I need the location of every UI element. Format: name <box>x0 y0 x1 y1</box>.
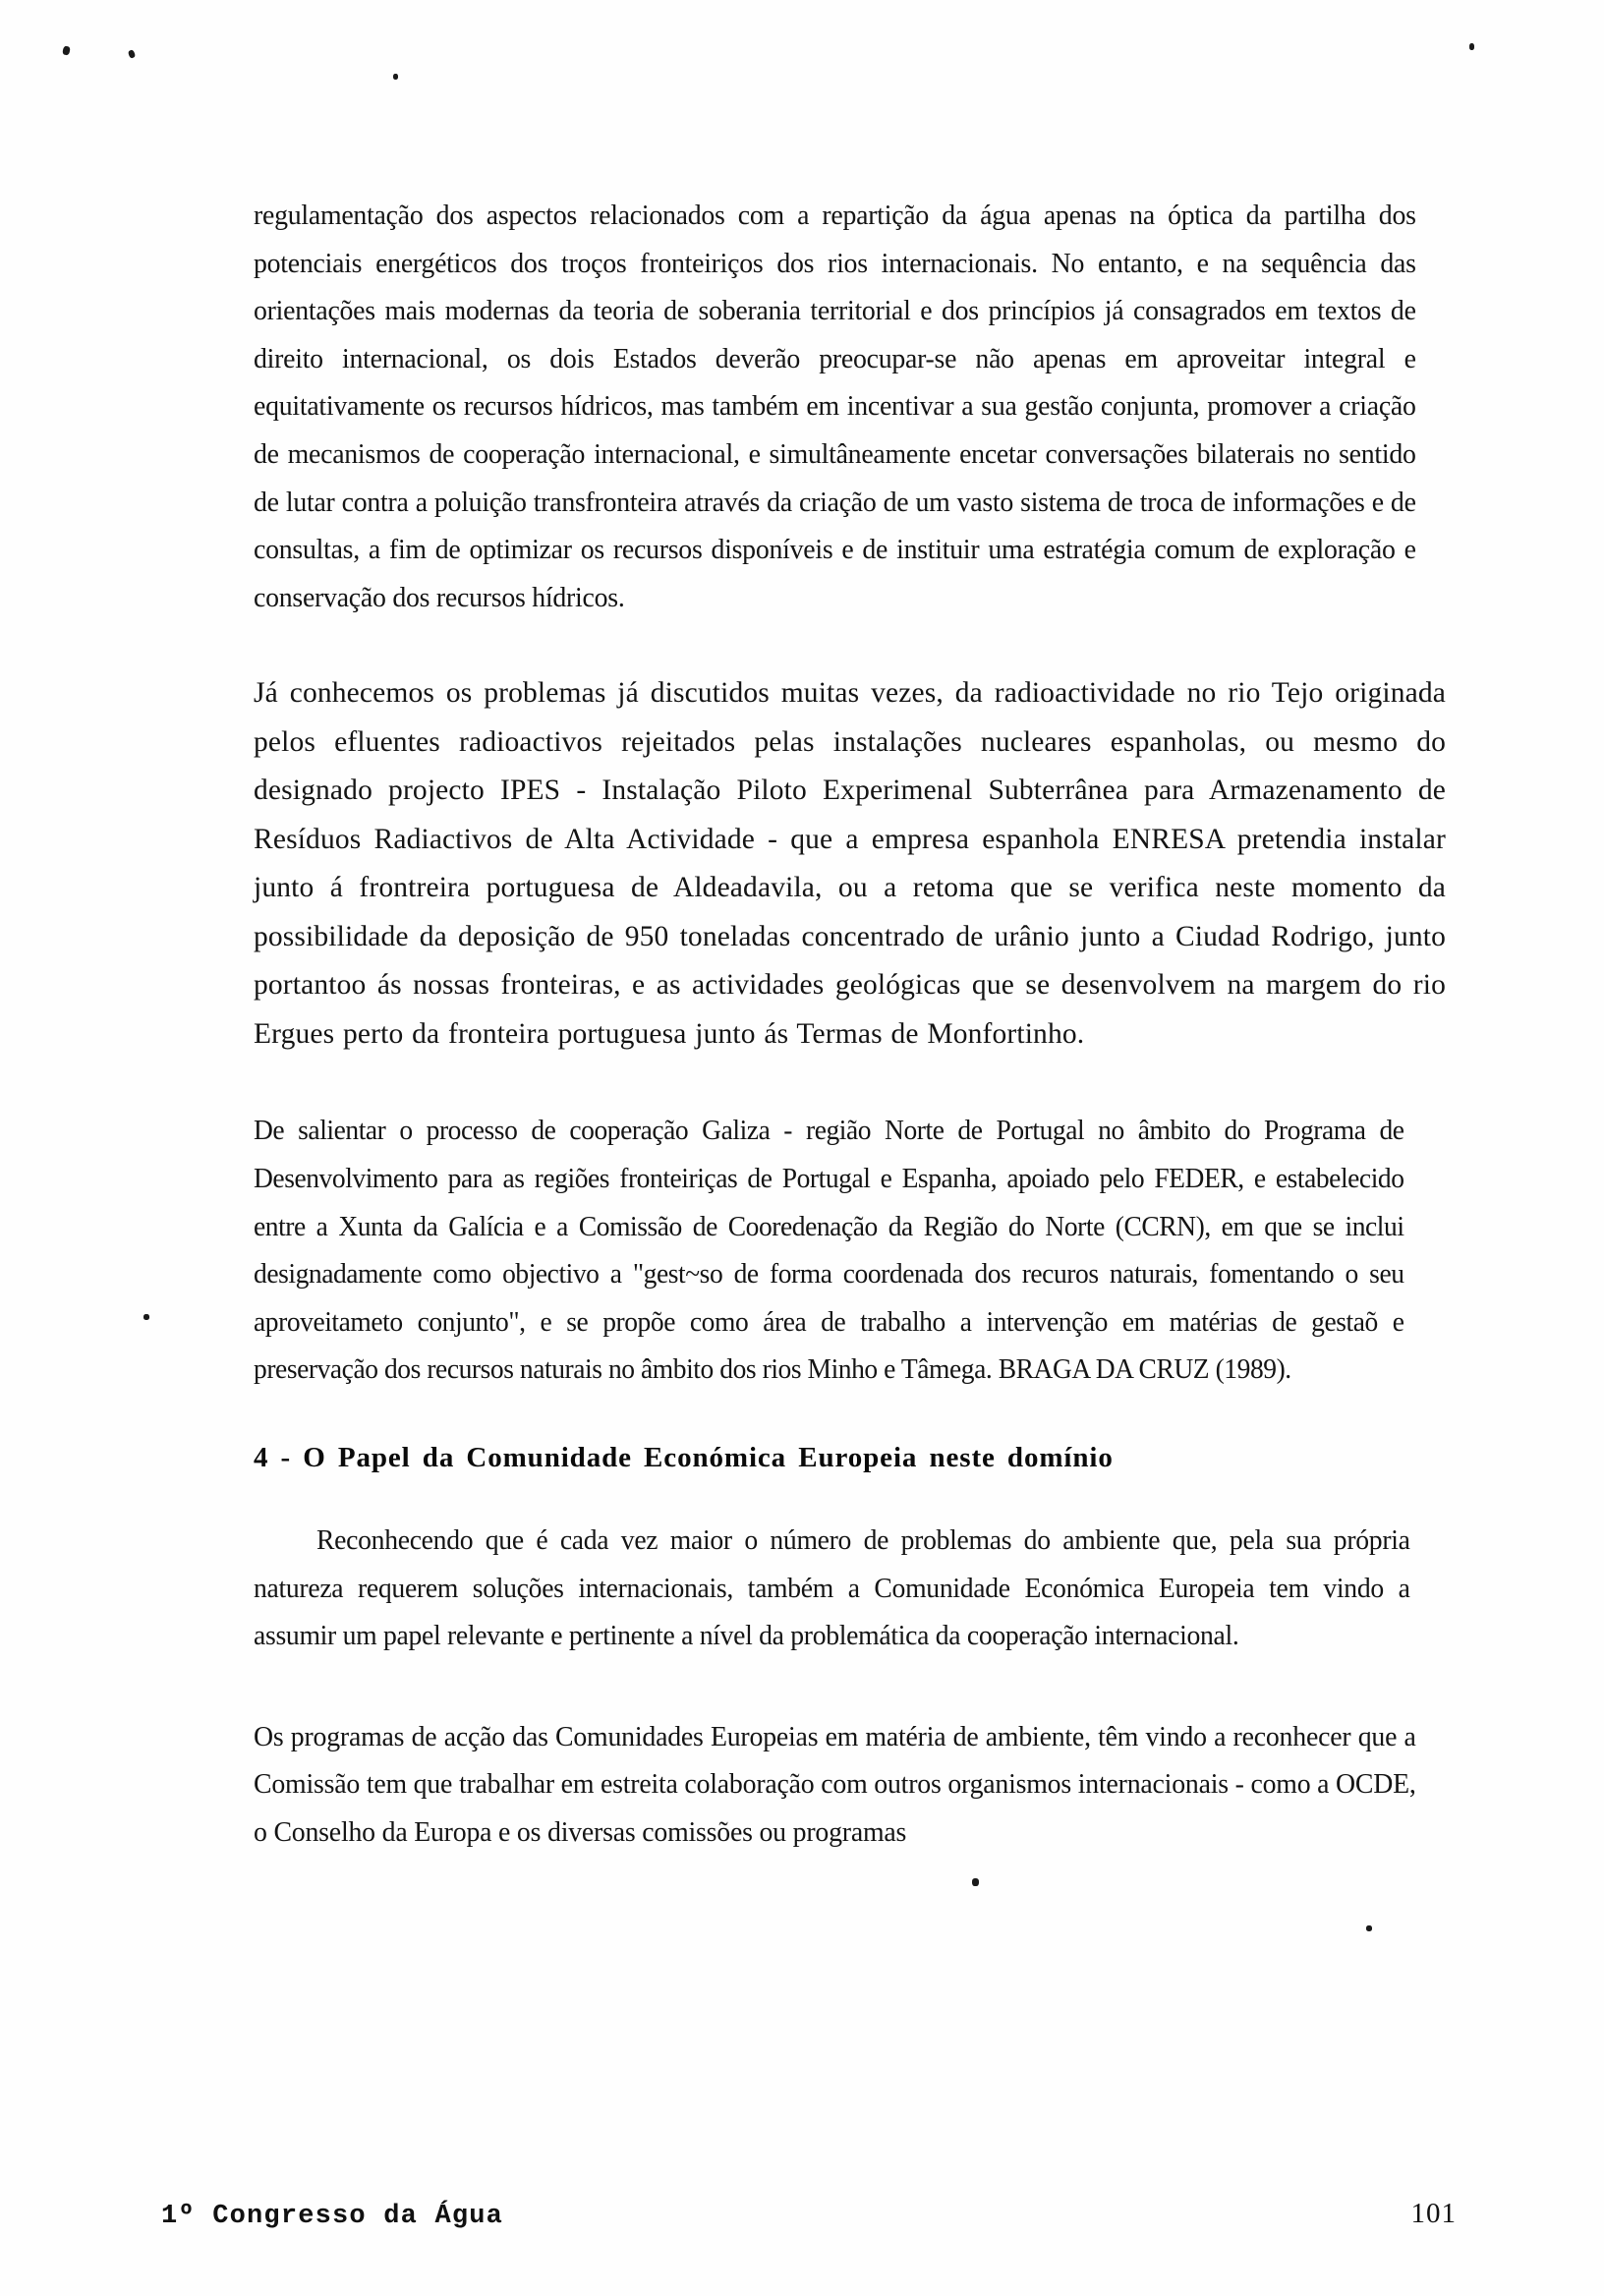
scan-speck <box>972 1878 979 1886</box>
body-paragraph: regulamentação dos aspectos relacionados com a repartição da água apenas na óptica da partilha dos potenciais energéticos dos troços fronteiriços dos rios internacionais. No entanto, e na sequência das orientações mais modernas da teoria de soberania territorial e dos princípios já consagrados em textos de direito internacional, os dois Estados deverão preocupar-se não apenas em aproveitar integral e equitativamente os recursos hídricos, mas também em incentivar a sua gestão conjunta, promover a criação de mecanismos de cooperação internacional, e simultâneamente encetar conversações bilaterais no sentido de lutar contra a poluição transfronteira através da criação de um vasto sistema de troca de informações e de consultas, a fim de optimizar os recursos disponíveis e de instituir uma estratégia comum de exploração e conservação dos recursos hídricos. <box>254 201 1416 613</box>
scan-speck <box>1366 1925 1372 1931</box>
scan-speck <box>62 45 71 55</box>
body-paragraph: Os programas de acção das Comunidades Europeias em matéria de ambiente, têm vindo a reconhecer que a Comissão tem que trabalhar em estreita colaboração com outros organismos internacionais - como a OCDE, o Conselho da Europa e os diversas comissões ou programas <box>254 1721 1416 1848</box>
scan-speck <box>393 74 398 80</box>
scan-speck <box>128 49 136 59</box>
section-heading-block <box>254 1442 1446 1474</box>
scan-speck <box>143 1314 149 1320</box>
body-paragraph: Reconhecendo que é cada vez maior o número de problemas do ambiente que, pela sua própria natureza requerem soluções internacionais, também a Comunidade Económica Europeia tem vindo a assumir um papel relevante e pertinente a nível da problemática da cooperação internacional. <box>254 1524 1410 1652</box>
body-paragraph: Já conhecemos os problemas já discutidos muitas vezes, da radioactividade no rio Tejo originada pelos efluentes radioactivos rejeitados pelas instalações nucleares espanholas, ou mesmo do designado projecto IPES - Instalação Piloto Experimenal Subterrânea para Armazenamento de Resíduos Radiactivos de Alta Actividade - que a empresa espanhola ENRESA pretendia instalar junto á frontreira portuguesa de Aldeadavila, ou a retoma que se verifica neste momento da possibilidade da deposição de 950 toneladas concentrado de urânio junto a Ciudad Rodrigo, junto portantoo ás nossas fronteiras, e as actividades geológicas que se desenvolvem na margem do rio Ergues perto da fronteira portuguesa junto ás Termas de Monfortinho. <box>254 677 1446 1050</box>
footer-page-number: 101 <box>1410 2198 1457 2229</box>
page-body <box>254 193 1446 1857</box>
scan-speck <box>1469 43 1474 50</box>
paragraph-block-programmes <box>254 1714 1446 1858</box>
paragraph-block-recognising <box>254 1518 1446 1661</box>
page-footer <box>161 2198 1457 2231</box>
paragraph-block-continuation <box>254 193 1446 622</box>
body-paragraph: De salientar o processo de cooperação Galiza - região Norte de Portugal no âmbito do Programa de Desenvolvimento para as regiões fronteiriças de Portugal e Espanha, apoiado pelo FEDER, e estabelecido entre a Xunta da Galícia e a Comissão de Cooredenação da Região do Norte (CCRN), em que se inclui designadamente como objectivo a "gest~so de forma coordenada dos recuros naturais, fomentando o seu aproveitameto conjunto", e se propõe como área de trabalho a intervenção em matérias de gestaõ e preservação dos recursos naturais no âmbito dos rios Minho e Tâmega. BRAGA DA CRUZ (1989). <box>254 1116 1404 1386</box>
paragraph-block-radioactivity <box>254 669 1446 1059</box>
section-heading: 4 - O Papel da Comunidade Económica Europeia neste domínio <box>254 1441 1114 1473</box>
footer-running-title: 1º Congresso da Água <box>161 2202 504 2231</box>
paragraph-block-galiza <box>254 1108 1446 1395</box>
